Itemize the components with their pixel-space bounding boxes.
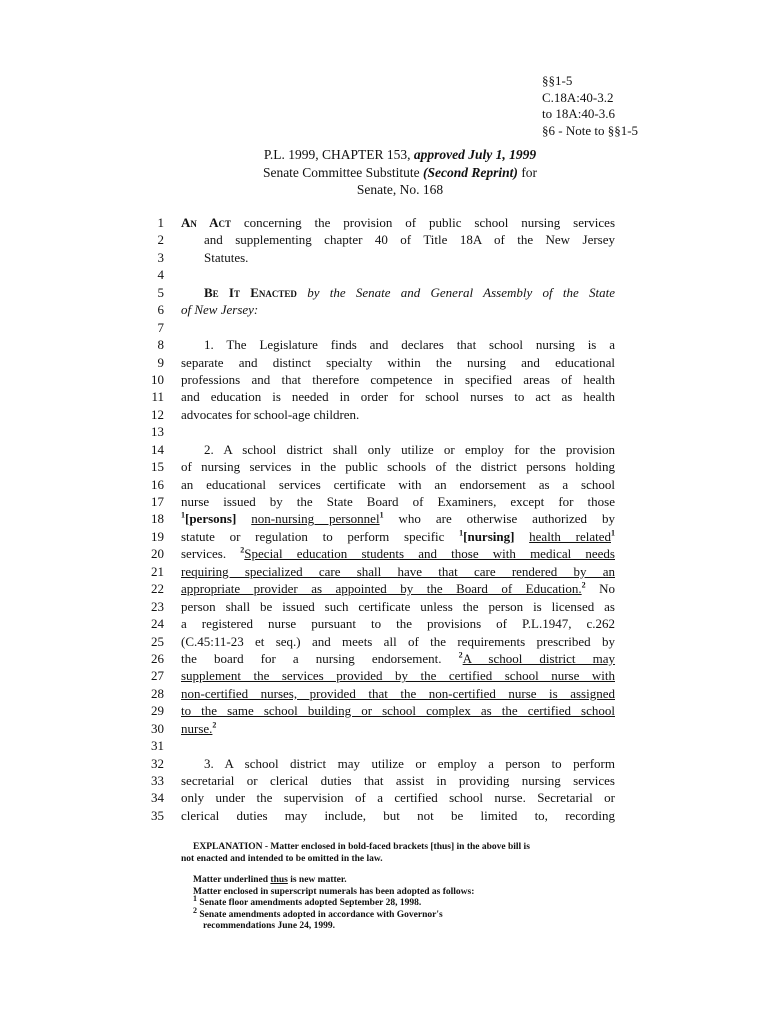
title-line-1 bbox=[160, 146, 640, 164]
bill-line bbox=[0, 266, 770, 283]
bill-line bbox=[0, 615, 770, 632]
bill-line bbox=[0, 214, 770, 231]
line-text: of nursing services in the public schools of the district persons holding bbox=[181, 459, 615, 475]
bill-line bbox=[0, 650, 770, 667]
bill-line bbox=[0, 493, 770, 510]
bill-line bbox=[0, 545, 770, 562]
line-number: 26 bbox=[151, 650, 164, 666]
line-number: 20 bbox=[151, 546, 164, 562]
line-text bbox=[181, 720, 615, 737]
line-number: 14 bbox=[151, 441, 164, 457]
inserted-text: to the same school building or school complex as the certified school bbox=[181, 703, 615, 719]
bill-line bbox=[0, 336, 770, 353]
bill-line bbox=[0, 789, 770, 806]
line-number: 1 bbox=[157, 215, 164, 230]
line-text bbox=[181, 667, 615, 684]
line-text bbox=[181, 563, 615, 580]
line-number: 15 bbox=[151, 459, 164, 475]
text-run: who are otherwise authorized by bbox=[383, 511, 615, 527]
line-text: professions and that therefore competence in specified areas of health bbox=[181, 371, 615, 387]
bill-line bbox=[0, 354, 770, 371]
text-run: No bbox=[585, 581, 615, 597]
bill-line bbox=[0, 510, 770, 527]
line-number: 30 bbox=[151, 720, 164, 736]
line-text: person shall be issued such certificate unless the person is licensed as bbox=[181, 598, 615, 614]
inserted-text: non-certified nurses, provided that the non-certified nurse is assigned bbox=[181, 685, 615, 701]
line-number: 9 bbox=[157, 354, 164, 370]
bill-line bbox=[0, 772, 770, 789]
bill-line bbox=[0, 563, 770, 580]
bill-line bbox=[0, 528, 770, 545]
bill-line bbox=[0, 231, 770, 248]
amendment-marker: 2 bbox=[193, 905, 197, 915]
line-text: clerical duties may include, but not be limited to, recording bbox=[181, 807, 615, 823]
bill-line bbox=[0, 319, 770, 336]
bill-line bbox=[0, 476, 770, 493]
amendment-marker: 2 bbox=[458, 650, 463, 660]
line-text bbox=[181, 702, 615, 719]
underline-note bbox=[181, 875, 621, 887]
bill-line bbox=[0, 807, 770, 824]
act-heading: An Act bbox=[181, 215, 231, 230]
text-run: the board for a nursing endorsement. bbox=[181, 650, 459, 666]
chapter-text: P.L. 1999, CHAPTER 153, bbox=[263, 147, 414, 162]
line-number: 28 bbox=[151, 685, 164, 701]
text-run: Senate floor amendments adopted September 28, 1998. bbox=[197, 898, 422, 908]
amendment-marker: 2 bbox=[212, 720, 217, 730]
line-number: 31 bbox=[151, 738, 164, 754]
bill-line bbox=[0, 598, 770, 615]
line-number: 13 bbox=[151, 424, 164, 440]
superscript-note: Matter enclosed in superscript numerals has been adopted as follows: bbox=[193, 886, 475, 897]
line-number: 10 bbox=[151, 371, 164, 387]
line-number: 12 bbox=[151, 406, 164, 422]
line-number: 5 bbox=[157, 284, 164, 300]
line-text bbox=[181, 545, 615, 562]
bill-line bbox=[0, 371, 770, 388]
deleted-text: [nursing] bbox=[463, 528, 515, 544]
text-run: services. bbox=[181, 546, 241, 562]
text-run: statute or regulation to perform specific bbox=[181, 528, 460, 544]
statute-codes bbox=[542, 73, 638, 139]
line-number: 8 bbox=[157, 337, 164, 353]
text-run: Senate amendments adopted in accordance with Governor's bbox=[197, 909, 443, 920]
line-number: 4 bbox=[157, 267, 164, 283]
line-number: 17 bbox=[151, 494, 164, 509]
line-number: 27 bbox=[151, 668, 164, 684]
line-text: (C.45:11-23 et seq.) and meets all of the requirements prescribed by bbox=[181, 633, 615, 649]
deleted-text: [persons] bbox=[185, 511, 237, 527]
line-number: 21 bbox=[151, 563, 164, 579]
explanation-line-2: not enacted and intended to be omitted in the law. bbox=[181, 853, 383, 864]
inserted-text: requiring specialized care shall have that care rendered by an bbox=[181, 563, 615, 579]
line-text: secretarial or clerical duties that assist in providing nursing services bbox=[181, 773, 615, 788]
inserted-text: non-nursing personnel bbox=[251, 511, 380, 527]
amendment-marker: 1 bbox=[459, 528, 464, 538]
amendment-marker: 1 bbox=[181, 511, 185, 521]
bill-line bbox=[0, 423, 770, 440]
reprint-label: (Second Reprint) bbox=[423, 164, 518, 180]
amendment-marker: 2 bbox=[581, 580, 586, 590]
bill-line bbox=[0, 301, 770, 318]
line-text bbox=[181, 528, 615, 545]
bill-line bbox=[0, 755, 770, 772]
line-number: 24 bbox=[151, 616, 164, 632]
amendment-marker: 1 bbox=[611, 528, 615, 538]
inserted-text: A school district may bbox=[462, 650, 615, 666]
amendment-note-2 bbox=[181, 905, 621, 922]
explanation-footnote bbox=[181, 842, 621, 933]
inserted-text: appropriate provider as appointed by the Board of Education. bbox=[181, 581, 582, 597]
enacting-heading: Be It Enacted bbox=[204, 284, 297, 300]
statute-code: §§1-5 bbox=[542, 73, 573, 88]
text-run: concerning the provision of public school nursing services bbox=[230, 215, 615, 230]
amendment-note-1 bbox=[181, 893, 621, 910]
statute-code: §6 - Note to §§1-5 bbox=[542, 122, 639, 138]
line-text: 3. A school district may utilize or employ a person to perform bbox=[204, 755, 615, 771]
bill-line bbox=[0, 388, 770, 405]
line-text: advocates for school-age children. bbox=[181, 406, 360, 422]
line-number: 25 bbox=[151, 633, 164, 649]
line-number: 2 bbox=[157, 232, 164, 248]
inserted-text: health related bbox=[529, 528, 611, 544]
line-text: 2. A school district shall only utilize or employ for the provision bbox=[204, 441, 615, 457]
bill-line bbox=[0, 720, 770, 737]
approval-date: approved July 1, 1999 bbox=[413, 147, 537, 162]
line-number: 7 bbox=[157, 319, 164, 335]
line-number: 3 bbox=[157, 249, 164, 265]
title-line-3: Senate, No. 168 bbox=[356, 182, 444, 197]
line-number: 18 bbox=[151, 511, 164, 527]
line-number: 23 bbox=[151, 598, 164, 614]
line-number: 22 bbox=[151, 581, 164, 597]
text-run: by the Senate and General Assembly of the State bbox=[296, 284, 615, 300]
bill-body bbox=[0, 214, 770, 824]
bill-line bbox=[0, 667, 770, 684]
line-number: 16 bbox=[151, 476, 164, 492]
line-number: 34 bbox=[151, 790, 164, 806]
line-text bbox=[181, 650, 615, 667]
bill-line bbox=[0, 284, 770, 301]
line-text bbox=[204, 284, 615, 301]
line-number: 33 bbox=[151, 773, 164, 788]
line-text: and supplementing chapter 40 of Title 18A of the New Jersey bbox=[204, 232, 615, 248]
line-number: 11 bbox=[151, 389, 164, 405]
inserted-text: supplement the services provided by the certified school nurse with bbox=[181, 668, 615, 684]
statute-code: C.18A:40-3.2 bbox=[542, 89, 614, 105]
text-run: Matter underlined bbox=[193, 875, 271, 885]
amendment-note-2-cont: recommendations June 24, 1999. bbox=[203, 921, 336, 931]
amendment-marker: 1 bbox=[193, 893, 197, 903]
line-text bbox=[181, 214, 615, 231]
bill-line bbox=[0, 633, 770, 650]
line-text bbox=[181, 510, 615, 527]
line-number: 35 bbox=[151, 807, 164, 823]
line-text: nurse issued by the State Board of Examiners, except for those bbox=[181, 494, 615, 509]
bill-line bbox=[0, 580, 770, 597]
inserted-text: nurse. bbox=[181, 720, 213, 736]
substitute-text: Senate Committee Substitute bbox=[262, 164, 424, 180]
substitute-tail: for bbox=[517, 164, 538, 180]
line-text: 1. The Legislature finds and declares that school nursing is a bbox=[204, 337, 615, 353]
explanation-line-1: EXPLANATION - Matter enclosed in bold-faced brackets [thus] in the above bill is bbox=[193, 842, 530, 852]
bill-line bbox=[0, 685, 770, 702]
bill-line bbox=[0, 458, 770, 475]
line-text: an educational services certificate with an endorsement as a school bbox=[181, 476, 615, 492]
text-run: is new matter. bbox=[287, 875, 347, 885]
statute-code: to 18A:40-3.6 bbox=[542, 106, 615, 121]
line-text: separate and distinct specialty within the nursing and educational bbox=[181, 354, 615, 370]
line-text: and education is needed in order for school nurses to act as health bbox=[181, 389, 615, 405]
underlined-example: thus bbox=[270, 875, 288, 885]
amendment-marker: 1 bbox=[379, 511, 384, 521]
line-text: only under the supervision of a certified school nurse. Secretarial or bbox=[181, 790, 615, 806]
inserted-text: Special education students and those with medical needs bbox=[244, 546, 615, 562]
line-number: 19 bbox=[151, 528, 164, 544]
line-text bbox=[181, 685, 615, 702]
line-number: 29 bbox=[151, 703, 164, 719]
line-text: a registered nurse pursuant to the provisions of P.L.1947, c.262 bbox=[181, 616, 615, 632]
bill-line bbox=[0, 441, 770, 458]
title-line-2 bbox=[160, 164, 640, 182]
line-number: 32 bbox=[151, 755, 164, 771]
bill-line bbox=[0, 249, 770, 266]
line-text: Statutes. bbox=[204, 249, 249, 265]
amendment-marker: 2 bbox=[240, 545, 245, 555]
text-run: of New Jersey: bbox=[181, 302, 259, 318]
line-text bbox=[181, 301, 615, 318]
bill-line bbox=[0, 737, 770, 754]
bill-title bbox=[160, 146, 640, 199]
bill-line bbox=[0, 702, 770, 719]
bill-line bbox=[0, 406, 770, 423]
line-number: 6 bbox=[157, 302, 164, 318]
line-text bbox=[181, 580, 615, 597]
